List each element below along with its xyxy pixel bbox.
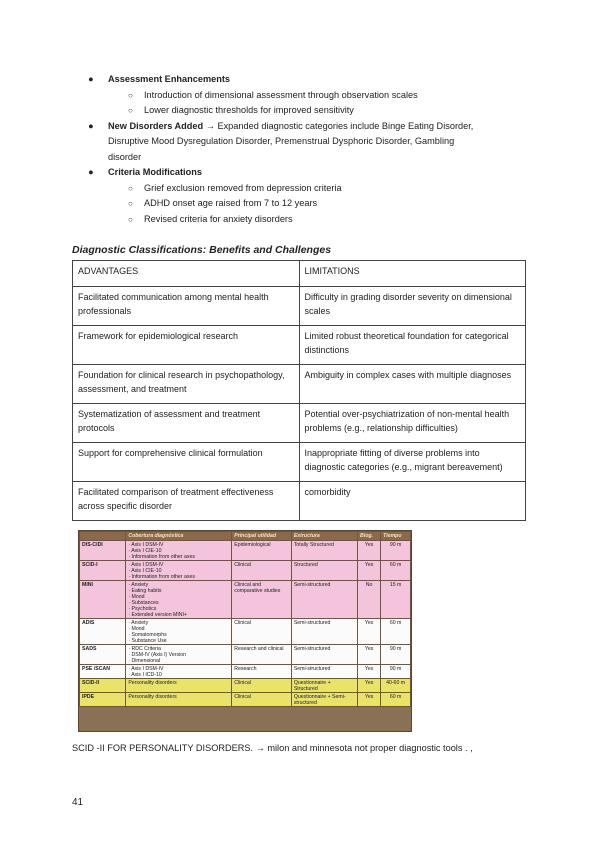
- sub-bullet-text: ADHD onset age raised from 7 to 12 years: [144, 198, 318, 208]
- bullet-item: [88, 72, 528, 88]
- image-table-cell: · RDC Criteria · DSM-IV (Axis I) Version · Dimensional: [126, 645, 232, 665]
- table-cell: Facilitated comparison of treatment effectiveness across specific disorder: [73, 482, 300, 521]
- image-table-cell: · Axis I DSM-IV · Axis I CIE-10 · Information from other axes: [126, 561, 232, 581]
- sub-bullet-item: [88, 181, 528, 197]
- table-cell: Limited robust theoretical foundation for categorical distinctions: [299, 326, 526, 365]
- bullet-title: New Disorders Added: [108, 120, 204, 131]
- image-table-cell: 15 m: [381, 581, 411, 619]
- image-table-cell: SCID-II: [80, 679, 126, 693]
- sub-bullet-text: Revised criteria for anxiety disorders: [144, 213, 293, 224]
- image-table-row: [80, 561, 411, 581]
- circle-bullet-icon: ○: [128, 214, 133, 224]
- image-table-cell: Yes: [358, 645, 381, 665]
- section-title: Diagnostic Classifications: Benefits and Challenges: [72, 244, 332, 256]
- diagnostic-instruments-table-image: [78, 530, 412, 732]
- image-table-cell: Clinical: [232, 619, 292, 645]
- image-table-header-cell: Biog.: [358, 532, 381, 541]
- image-table-cell: Clinical: [232, 693, 292, 707]
- table-cell: Systematization of assessment and treatment protocols: [73, 404, 300, 443]
- image-table-cell: Yes: [358, 619, 381, 645]
- table-cell: Difficulty in grading disorder severity on dimensional scales: [299, 287, 526, 326]
- image-table-cell: Yes: [358, 679, 381, 693]
- image-table-cell: Semi-structured: [291, 581, 357, 619]
- image-table-cell: Epidemiological: [232, 541, 292, 561]
- image-table-cell: Clinical: [232, 561, 292, 581]
- sub-bullet-item: [88, 88, 528, 104]
- image-table-row: [80, 581, 411, 619]
- image-table-cell: SCID-I: [80, 561, 126, 581]
- image-table-cell: Structured: [291, 561, 357, 581]
- bullet-item: [88, 165, 528, 181]
- image-table-cell: Totally Structured: [291, 541, 357, 561]
- image-table-cell: 90 m: [381, 645, 411, 665]
- image-table-cell: Yes: [358, 541, 381, 561]
- image-table-cell: · Anxiety · Mood · Somatomorphs · Substance Use: [126, 619, 232, 645]
- advantages-limitations-table: [72, 260, 526, 521]
- image-table-row: [80, 679, 411, 693]
- caption-text: SCID -II FOR PERSONALITY DISORDERS. → milon and minnesota not proper diagnostic tools . ,: [72, 743, 473, 753]
- circle-bullet-icon: ○: [128, 183, 133, 193]
- image-table-cell: Research and clinical: [232, 645, 292, 665]
- table-cell: Potential over-psychiatrization of non-mental health problems (e.g., relationship difficulties): [299, 404, 526, 443]
- table-header: ADVANTAGES: [73, 261, 300, 287]
- image-table-cell: Questionnaire + Semi-structured: [291, 693, 357, 707]
- diagnostic-instruments-table: [79, 531, 411, 707]
- bullet-text-line3: disorder: [108, 151, 142, 162]
- bullet-text-line2: Disruptive Mood Dysregulation Disorder, Premenstrual Dysphoric Disorder, Gambling: [108, 136, 455, 146]
- image-table-row: [80, 619, 411, 645]
- image-table-cell: SADS: [80, 645, 126, 665]
- image-table-cell: 40-60 m: [381, 679, 411, 693]
- sub-bullet-item: [88, 196, 528, 212]
- table-cell: Support for comprehensive clinical formulation: [73, 443, 300, 482]
- table-cell: Facilitated communication among mental health professionals: [73, 287, 300, 326]
- bullet-title: Criteria Modifications: [108, 167, 202, 177]
- circle-bullet-icon: ○: [128, 90, 133, 100]
- image-table-cell: · Axis I DSM-IV · Axis I CIE-10 · Information from other axes: [126, 541, 232, 561]
- sub-bullet-item: [88, 212, 528, 228]
- bullet-dot-icon: ●: [88, 120, 94, 131]
- image-table-cell: 90 m: [381, 541, 411, 561]
- image-table-row: [80, 665, 411, 679]
- image-table-header-cell: Cobertura diagnóstica: [126, 532, 232, 541]
- bullet-title: Assessment Enhancements: [108, 74, 231, 84]
- image-table-cell: Yes: [358, 693, 381, 707]
- table-cell: Inappropriate fitting of diverse problems into diagnostic categories (e.g., migrant bereavement): [299, 443, 526, 482]
- image-table-cell: Yes: [358, 561, 381, 581]
- image-table-header-cell: [80, 532, 126, 541]
- image-table-cell: No: [358, 581, 381, 619]
- image-table-cell: Personality disorders: [126, 693, 232, 707]
- image-table-cell: Clinical and comparative studies: [232, 581, 292, 619]
- image-table-cell: Personality disorders: [126, 679, 232, 693]
- image-table-cell: · Anxiety · Eating habits · Mood · Substances · Psychotics · Extended version MINI+: [126, 581, 232, 619]
- image-table-cell: IPDE: [80, 693, 126, 707]
- image-table-row: [80, 541, 411, 561]
- sub-bullet-text: Introduction of dimensional assessment through observation scales: [144, 89, 418, 100]
- bullet-text: → Expanded diagnostic categories include Binge Eating Disorder,: [205, 120, 474, 131]
- image-table-row: [80, 645, 411, 665]
- table-row: [73, 482, 526, 521]
- sub-bullet-item: [88, 103, 528, 119]
- image-table-row: [80, 693, 411, 707]
- image-table-cell: Semi-structured: [291, 619, 357, 645]
- image-table-cell: Research: [232, 665, 292, 679]
- image-table-cell: 60 m: [381, 619, 411, 645]
- image-table-cell: Semi-structured: [291, 645, 357, 665]
- image-table-cell: PSE /SCAN: [80, 665, 126, 679]
- bullet-list: [88, 72, 528, 227]
- image-table-cell: DIS-CIDI: [80, 541, 126, 561]
- table-cell: comorbidity: [299, 482, 526, 521]
- table-cell: Framework for epidemiological research: [73, 326, 300, 365]
- bullet-dot-icon: ●: [88, 74, 94, 84]
- image-table-cell: 60 m: [381, 693, 411, 707]
- sub-bullet-text: Grief exclusion removed from depression criteria: [144, 182, 342, 193]
- sub-bullet-text: Lower diagnostic thresholds for improved sensitivity: [144, 105, 354, 115]
- image-table-header-cell: Principal utilidad: [232, 532, 292, 541]
- image-table-header-cell: Estructura: [291, 532, 357, 541]
- image-table-header-cell: Tiempo: [381, 532, 411, 541]
- image-table-header-row: [80, 532, 411, 541]
- image-table-cell: 60 m: [381, 561, 411, 581]
- bullet-item: [88, 119, 528, 166]
- image-table-cell: ADIS: [80, 619, 126, 645]
- table-row: [73, 404, 526, 443]
- image-table-cell: Clinical: [232, 679, 292, 693]
- image-table-cell: 90 m: [381, 665, 411, 679]
- page-number: 41: [72, 797, 84, 808]
- image-table-cell: Semi-structured: [291, 665, 357, 679]
- bullet-dot-icon: ●: [88, 167, 94, 177]
- image-table-cell: MINI: [80, 581, 126, 619]
- image-table-cell: Questionnaire + Structured: [291, 679, 357, 693]
- table-row: [73, 443, 526, 482]
- circle-bullet-icon: ○: [128, 106, 133, 115]
- table-cell: Foundation for clinical research in psychopathology, assessment, and treatment: [73, 365, 300, 404]
- table-row: [73, 326, 526, 365]
- table-row: [73, 365, 526, 404]
- circle-bullet-icon: ○: [128, 199, 133, 208]
- image-table-cell: · Axis I DSM-IV · Axis I ICD-10: [126, 665, 232, 679]
- table-cell: Ambiguity in complex cases with multiple diagnoses: [299, 365, 526, 404]
- table-row: [73, 287, 526, 326]
- table-header: LIMITATIONS: [299, 261, 526, 287]
- image-table-cell: Yes: [358, 665, 381, 679]
